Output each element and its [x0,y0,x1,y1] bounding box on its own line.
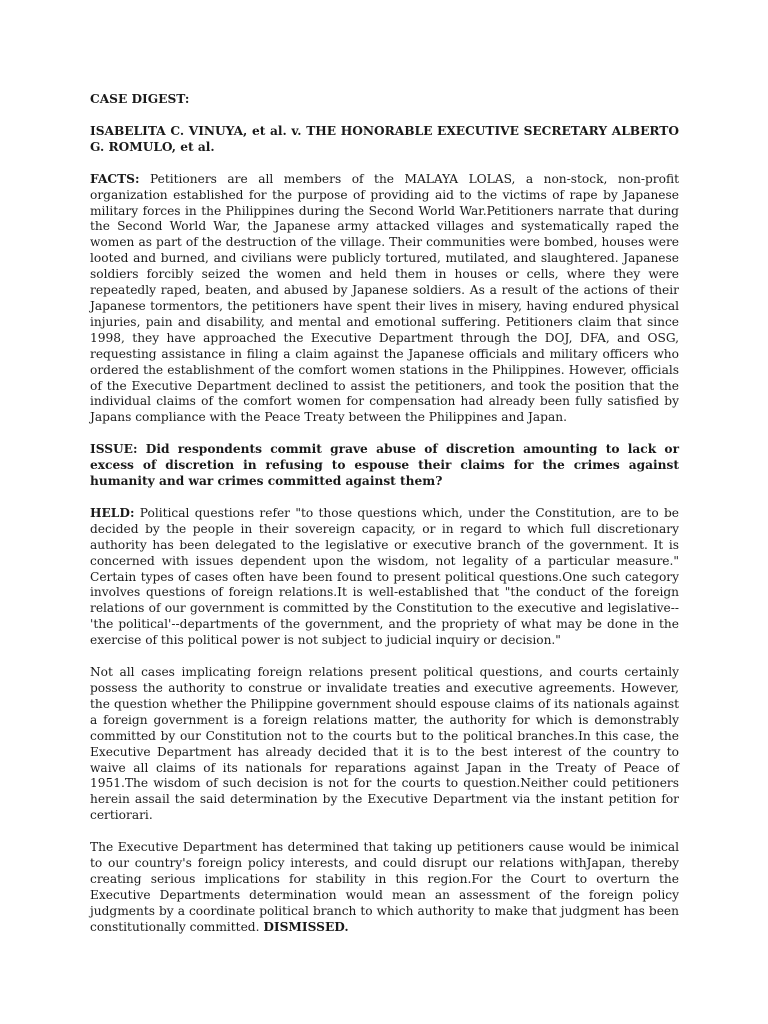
facts-text: Petitioners are all members of the MALAYA LOLAS, a non-stock, non-profit organization established for the purpose of providing aid to the victims of rape by Japanese military forces in the Philippines during the Second World War.Petitioners narrate that during the Second World War, the Japanese army attacked villages and systematically raped the women as part of the destruction of the village. Their communities were bombed, houses were looted and burned, and civilians were publicly tortured, mutilated, and slaughtered. Japanese soldiers forcibly seized the women and held them in houses or cells, where they were repeatedly raped, beaten, and abused by Japanese soldiers. As a result of the actions of their Japanese tormentors, the petitioners have spent their lives in misery, having endured physical injuries, pain and disability, and mental and emotional suffering. Petitioners claim that since 1998, they have approached the Executive Department through the DOJ, DFA, and OSG, requesting assistance in filing a claim against the Japanese officials and military officers who ordered the establishment of the comfort women stations in the Philippines. However, officials of the Executive Department declined to assist the petitioners, and took the position that the individual claims of the comfort women for compensation had already been fully satisfied by Japans compliance with the Peace Treaty between the Philippines and Japan. [90,171,679,425]
ruling-dismissed: DISMISSED. [263,919,349,934]
conclusion-paragraph [90,840,679,935]
facts-label: FACTS: [90,171,140,186]
held-label: HELD: [90,505,135,520]
case-digest-heading: CASE DIGEST: [90,92,190,106]
conclusion-text: The Executive Department has determined that taking up petitioners cause would be inimical to our country's foreign policy interests, and could disrupt our relations withJapan, thereby creating serious implications for stability in this region.For the Court to overturn the Executive Departments determination would mean an assessment of the foreign policy judgments by a coordinate political branch to which authority to make that judgment has been constitutionally committed. [90,840,679,934]
foreign-relations-paragraph: Not all cases implicating foreign relations present political questions, and courts certainly possess the authority to construe or invalidate treaties and executive agreements. However, the question whether the Philippine government should espouse claims of its nationals against a foreign government is a foreign relations matter, the authority for which is demonstrably committed by our Constitution not to the courts but to the political branches.In this case, the Executive Department has already decided that it is to the best interest of the country to waive all claims of its nationals for reparations against Japan in the Treaty of Peace of 1951.The wisdom of such decision is not for the courts to question.Neither could petitioners herein assail the said determination by the Executive Department via the instant petition for certiorari. [90,665,679,823]
case-title: ISABELITA C. VINUYA, et al. v. THE HONORABLE EXECUTIVE SECRETARY ALBERTO G. ROMULO, et al. [90,123,679,154]
held-text: Political questions refer "to those questions which, under the Constitution, are to be decided by the people in their sovereign capacity, or in regard to which full discretionary authority has been delegated to the legislative or executive branch of the government. It is concerned with issues dependent upon the wisdom, not legality of a particular measure." Certain types of cases often have been found to present political questions.One such category involves questions of foreign relations.It is well-established that "the conduct of the foreign relations of our government is committed by the Constitution to the executive and legislative--'the political'--departments of the government, and the propriety of what may be done in the exercise of this political power is not subject to judicial inquiry or decision." [90,505,679,648]
facts-paragraph [90,172,679,427]
issue-paragraph: ISSUE: Did respondents commit grave abuse of discretion amounting to lack or excess of discretion in refusing to espouse their claims for the crimes against humanity and war crimes committed against them? [90,442,679,489]
held-paragraph [90,506,679,649]
